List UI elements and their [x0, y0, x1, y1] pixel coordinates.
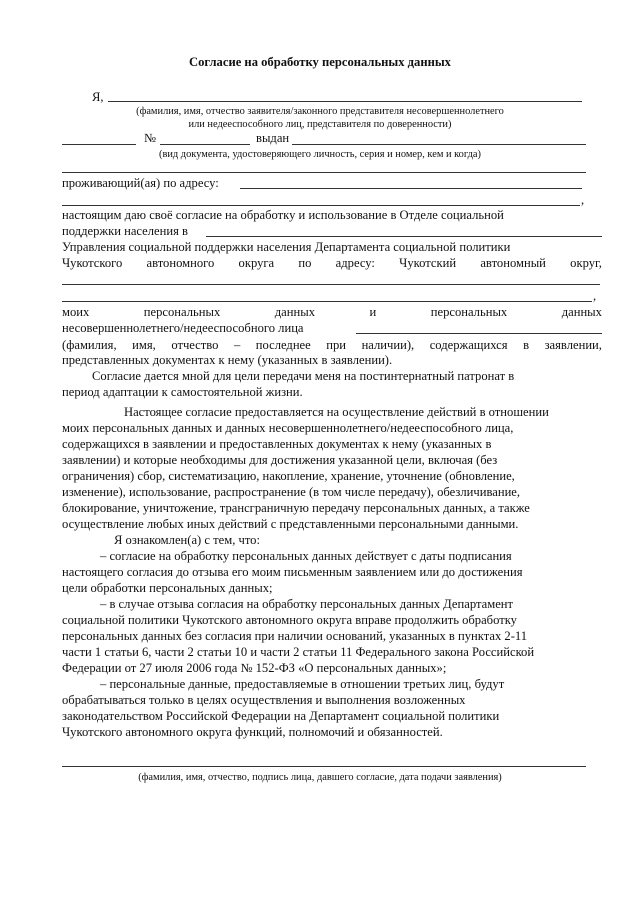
b3-line: Чукотского автономного округа функций, полномочий и обязанностей. — [62, 725, 443, 739]
document-title: Согласие на обработку персональных данных — [189, 55, 451, 69]
issued-label: выдан — [256, 131, 290, 145]
document-type-field[interactable] — [62, 144, 136, 145]
word: персональных — [143, 305, 221, 319]
signature-note: (фамилия, имя, отчество, подпись лица, давшего согласие, дата подачи заявления) — [138, 772, 502, 783]
purpose-line-2: период адаптации к самостоятельной жизни. — [62, 385, 303, 399]
docs-line: представленных документах к нему (указанных в заявлении). — [62, 353, 393, 367]
b2-line: социальной политики Чукотского автономного округа вправе продолжить обработку — [62, 613, 517, 627]
address-field[interactable] — [240, 188, 582, 189]
applicant-name-note-1: (фамилия, имя, отчество заявителя/законного представителя несовершеннолетнего — [136, 106, 504, 117]
document-note: (вид документа, удостоверяющего личность, серия и номер, кем и когда) — [159, 149, 481, 160]
department-field[interactable] — [206, 236, 602, 237]
dept-address-field-2[interactable] — [62, 301, 592, 302]
consent-text-1: настоящим даю своё согласие на обработку и использование в Отделе социальной — [62, 208, 504, 222]
b2-line: Федерации от 27 июля 2006 года № 152-ФЗ «О персональных данных»; — [62, 661, 447, 675]
word: последнее — [255, 338, 311, 352]
b1-line: цели обработки персональных данных; — [62, 581, 273, 595]
b2-line: персональных данных без согласия при наличии оснований, указанных в пунктах 2-11 — [62, 629, 528, 643]
consent-line-3: Управления социальной поддержки населения Департамента социальной политики — [62, 240, 511, 254]
consent-line-1 — [62, 208, 602, 223]
signature-field[interactable] — [62, 766, 586, 767]
consent-line-4 — [62, 256, 602, 271]
aware-line: Я ознакомлен(а) с тем, что: — [114, 533, 260, 547]
word: (фамилия, — [62, 338, 117, 352]
word: автономный — [480, 256, 546, 270]
b3-line: – персональные данные, предоставляемые в отношении третьих лиц, будут — [100, 677, 505, 691]
p1-line: ограничения) сбор, систематизацию, накопление, хранение, уточнение (обновление, — [62, 469, 515, 483]
ya-label: Я, — [92, 90, 104, 104]
word: данных — [561, 305, 602, 319]
address-field-2[interactable] — [62, 205, 580, 206]
word: наличии), — [361, 338, 415, 352]
word: Чукотского — [62, 256, 123, 270]
applicant-name-field[interactable] — [108, 101, 582, 102]
word: содержащихся — [429, 338, 508, 352]
word: моих — [62, 305, 90, 319]
dept-address-comma: , — [593, 289, 597, 303]
word: – — [233, 338, 241, 352]
p1-line: моих персональных данных и данных несовершеннолетнего/недееспособного лица, — [62, 421, 514, 435]
number-sign: № — [144, 131, 157, 145]
word: по — [298, 256, 312, 270]
document-extra-line[interactable] — [62, 172, 586, 173]
dept-address-field-1[interactable] — [62, 284, 600, 285]
p1-line: содержащихся в заявлении и предоставленных документах к нему (указанных в — [62, 437, 492, 451]
address-comma: , — [581, 193, 585, 207]
p1-line: блокирование, уничтожение, трансграничную передачу персональных данных, а также — [62, 501, 530, 515]
b2-line: – в случае отзыва согласия на обработку персональных данных Департамент — [100, 597, 514, 611]
b1-line: – согласие на обработку персональных данных действует с даты подписания — [100, 549, 512, 563]
applicant-name-note-2: или недееспособного лиц, представителя по доверенности) — [188, 119, 452, 130]
word: отчество — [171, 338, 219, 352]
word: и — [369, 305, 377, 319]
p1-line: заявлении) и которые необходимы для достижения указанной цели, включая (без — [62, 453, 498, 467]
word: данных — [274, 305, 316, 319]
b2-line: части 1 статьи 6, части 2 статьи 10 и части 2 статьи 11 Федерального закона Российской — [62, 645, 535, 659]
my-data-line — [62, 305, 602, 320]
fio-line — [62, 338, 602, 353]
consent-line-2: поддержки населения в — [62, 224, 188, 238]
document-issued-field[interactable] — [292, 144, 586, 145]
p1-line: изменение), использование, распространение (в том числе передачу), обезличивание, — [62, 485, 521, 499]
p1-line: осуществление любых иных действий с представленными персональными данными. — [62, 517, 519, 531]
word: автономного — [146, 256, 215, 270]
word: адресу: — [335, 256, 375, 270]
word: заявлении, — [544, 338, 602, 352]
document-number-field[interactable] — [160, 144, 250, 145]
b1-line: настоящего согласия до отзыва его моим письменным заявлением или до достижения — [62, 565, 523, 579]
b3-line: законодательством Российской Федерации на Департамент социальной политики — [62, 709, 500, 723]
minor-name-field[interactable] — [356, 333, 602, 334]
p1-line: Настоящее согласие предоставляется на осуществление действий в отношении — [124, 405, 549, 419]
residing-label: проживающий(ая) по адресу: — [62, 176, 219, 190]
word: персональных — [430, 305, 508, 319]
b3-line: обрабатываться только в целях осуществления и выполнения возложенных — [62, 693, 466, 707]
word: Чукотский — [399, 256, 457, 270]
word: имя, — [132, 338, 156, 352]
word: при — [326, 338, 347, 352]
word: округ, — [570, 256, 602, 270]
word: округа — [238, 256, 275, 270]
purpose-line-1: Согласие дается мной для цели передачи меня на постинтернатный патронат в — [92, 369, 515, 383]
minor-line: несовершеннолетнего/недееспособного лица — [62, 321, 304, 335]
word: в — [523, 338, 530, 352]
